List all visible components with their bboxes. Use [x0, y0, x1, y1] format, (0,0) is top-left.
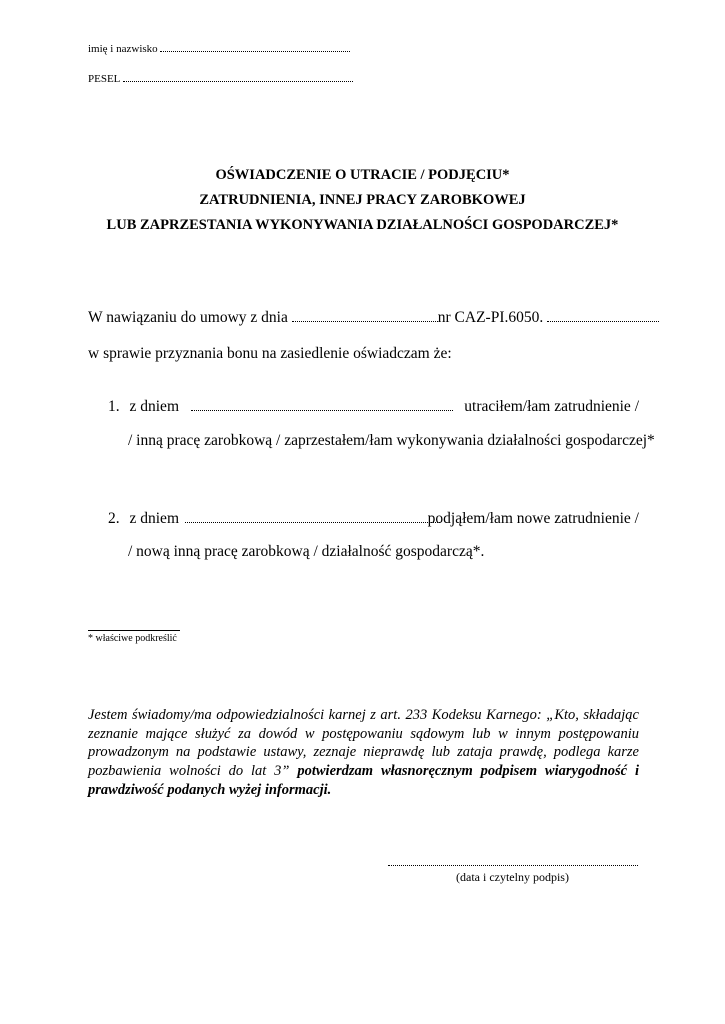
- agreement-number-dotted-line[interactable]: [547, 312, 659, 322]
- name-field-row: [88, 42, 350, 55]
- footnote: * właściwe podkreślić: [88, 633, 177, 644]
- item-1-prefix: z dniem: [129, 398, 179, 415]
- legal-declaration: [88, 706, 639, 800]
- agreement-date-dotted-line[interactable]: [292, 312, 438, 322]
- item-1-line-2: / inną pracę zarobkową / zaprzestałem/łam wykonywania działalności gospodarczej*: [128, 432, 655, 449]
- item-2-line-1: [108, 510, 639, 528]
- item-1-date-dotted-line[interactable]: [191, 401, 453, 411]
- footnote-divider: [88, 630, 180, 631]
- signature-dotted-line[interactable]: [388, 859, 638, 866]
- pesel-dotted-line[interactable]: [123, 72, 353, 82]
- name-label: imię i nazwisko: [88, 43, 158, 55]
- pesel-label: PESEL: [88, 73, 120, 85]
- intro-line-1: [88, 309, 659, 327]
- signature-label: (data i czytelny podpis): [456, 870, 569, 884]
- item-2-suffix: podjąłem/łam nowe zatrudnienie /: [427, 510, 639, 527]
- name-dotted-line[interactable]: [160, 42, 350, 52]
- title-line-3: LUB ZAPRZESTANIA WYKONYWANIA DZIAŁALNOŚCI GOSPODARCZEJ*: [106, 217, 619, 233]
- pesel-field-row: [88, 72, 353, 85]
- title-line-2: ZATRUDNIENIA, INNEJ PRACY ZAROBKOWEJ: [199, 192, 526, 208]
- intro-agreement-date-label: W nawiązaniu do umowy z dnia: [88, 309, 288, 326]
- declaration-bold-text: potwierdzam własnoręcznym podpisem wiarygodność i prawdziwość podanych wyżej informacji.: [88, 763, 639, 798]
- intro-agreement-number-label: nr CAZ-PI.6050.: [437, 309, 544, 326]
- item-1-line-1: [108, 398, 639, 416]
- title-line-1: OŚWIADCZENIE O UTRACIE / PODJĘCIU*: [215, 167, 510, 183]
- declaration-italic-text: Jestem świadomy/ma odpowiedzialności karnej z art. 233 Kodeksu Karnego: „Kto, składając zeznanie mające służyć za dowód w postępowaniu sądowym lub w innym postępowaniu prowadzonym na podstawie ustawy, zeznaje nieprawdę lub zataja prawdę, podlega karze pozbawienia wolności do lat 3”: [88, 707, 639, 780]
- intro-line-2: w sprawie przyznania bonu na zasiedlenie oświadczam że:: [88, 345, 452, 362]
- item-1-number: 1.: [108, 398, 120, 415]
- item-2-prefix: z dniem: [129, 510, 179, 527]
- item-2-number: 2.: [108, 510, 120, 527]
- item-2-line-2: / nową inną pracę zarobkową / działalność gospodarczą*.: [128, 543, 485, 560]
- item-2-date-dotted-line[interactable]: [185, 513, 440, 523]
- item-1-suffix: utraciłem/łam zatrudnienie /: [464, 398, 639, 415]
